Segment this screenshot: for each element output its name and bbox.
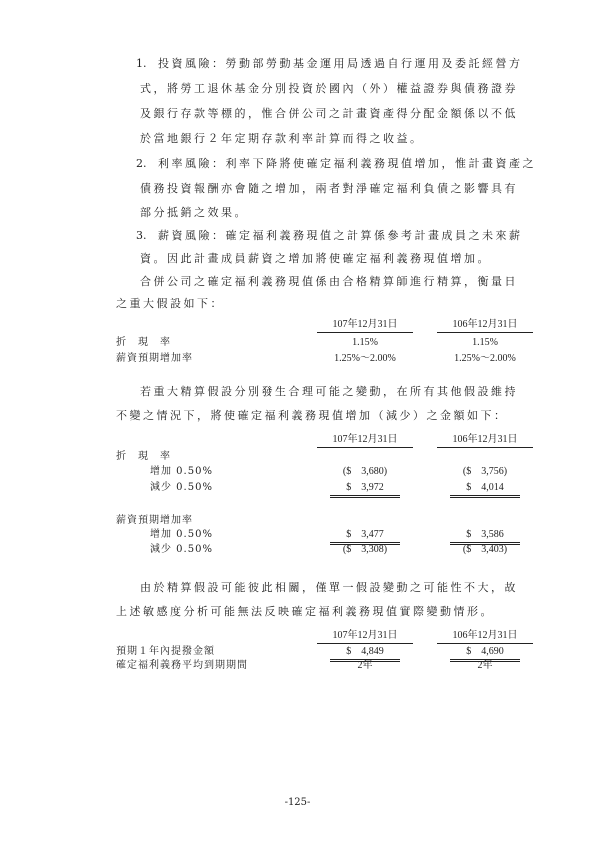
table3-contribution-label: 預期１年內提撥金額: [116, 646, 215, 657]
table2-discount-decrease-2017: $ 4,014: [450, 481, 520, 498]
table2-discount-increase-label: 增加 0.50%: [150, 466, 213, 477]
risk-2-line-3: 部分抵銷之效果。: [140, 206, 248, 219]
risk-2-number: 2.: [136, 157, 147, 170]
table1-row-salary-2017: 1.25%～2.00%: [454, 353, 516, 364]
table3-contribution-2017: $ 4,690: [450, 645, 520, 662]
table1-row-salary-label: 薪資預期增加率: [116, 353, 193, 364]
table1-header-2017: 106年12月31日: [437, 318, 533, 333]
table3-duration-2018: 2年: [357, 660, 373, 671]
risk-3-line-2: 資。因此計畫成員薪資之增加將使確定福利義務現值增加。: [140, 252, 491, 265]
sensitivity-intro-line-2: 不變之情況下，將使確定福利義務現值增加（減少）之金額如下：: [116, 409, 508, 422]
table3-duration-label: 確定福利義務平均到期期間: [116, 660, 248, 671]
risk-3-line-1: 薪資風險：確定福利義務現值之計算係參考計畫成員之未來薪: [158, 229, 523, 242]
table2-header-2018: 107年12月31日: [317, 433, 413, 448]
limitation-line-2: 上述敏感度分析可能無法反映確定福利義務現值實際變動情形。: [116, 605, 494, 618]
table2-salary-increase-2018: $ 3,477: [330, 528, 400, 545]
table3-duration-2017: 2年: [477, 660, 493, 671]
risk-2-line-1: 利率風險：利率下降將使確定福利義務現值增加，惟計畫資產之: [158, 157, 536, 170]
table3-header-2017: 106年12月31日: [437, 629, 533, 644]
assumptions-intro-line-1: 合併公司之確定福利義務現值係由合格精算師進行精算，衡量日: [140, 275, 518, 288]
table1-header-2018: 107年12月31日: [317, 318, 413, 333]
limitation-line-1: 由於精算假設可能彼此相關，僅單一假設變動之可能性不大，故: [140, 581, 518, 594]
table2-discount-increase-2018: ($ 3,680): [342, 466, 388, 477]
page-number: -125-: [284, 797, 311, 808]
table2-salary-increase-label: 增加 0.50%: [150, 529, 213, 540]
table2-discount-decrease-label: 減少 0.50%: [150, 482, 213, 493]
table2-salary-decrease-2017: ($ 3,403): [462, 544, 508, 555]
table2-discount-decrease-2018: $ 3,972: [330, 481, 400, 498]
table1-row-discount-2018: 1.15%: [352, 337, 378, 348]
assumptions-intro-line-2: 之重大假設如下：: [116, 297, 224, 310]
risk-2-line-2: 債務投資報酬亦會隨之增加，兩者對淨確定福利負債之影響具有: [140, 182, 518, 195]
table2-salary-decrease-label: 減少 0.50%: [150, 544, 213, 555]
table2-group-discount-title: 折 現 率: [116, 451, 171, 462]
table1-row-salary-2018: 1.25%～2.00%: [334, 353, 396, 364]
table2-salary-increase-2017: $ 3,586: [450, 528, 520, 545]
risk-3-number: 3.: [136, 229, 147, 242]
risk-1-number: 1.: [136, 57, 147, 70]
table2-group-salary-title: 薪資預期增加率: [116, 515, 193, 526]
table3-contribution-2018: $ 4,849: [330, 645, 400, 662]
risk-1-line-4: 於當地銀行２年定期存款利率計算而得之收益。: [140, 132, 424, 145]
table3-header-2018: 107年12月31日: [317, 629, 413, 644]
table2-header-2017: 106年12月31日: [437, 433, 533, 448]
table2-discount-increase-2017: ($ 3,756): [462, 466, 508, 477]
table1-row-discount-label: 折 現 率: [116, 337, 171, 348]
table1-row-discount-2017: 1.15%: [472, 337, 498, 348]
risk-1-line-2: 式，將勞工退休基金分別投資於國內（外）權益證券與債務證券: [140, 82, 518, 95]
risk-1-line-1: 投資風險：勞動部勞動基金運用局透過自行運用及委託經營方: [158, 57, 523, 70]
table2-salary-decrease-2018: ($ 3,308): [342, 544, 388, 555]
sensitivity-intro-line-1: 若重大精算假設分別發生合理可能之變動，在所有其他假設維持: [140, 385, 518, 398]
risk-1-line-3: 及銀行存款等標的，惟合併公司之計畫資產得分配金額係以不低: [140, 107, 518, 120]
